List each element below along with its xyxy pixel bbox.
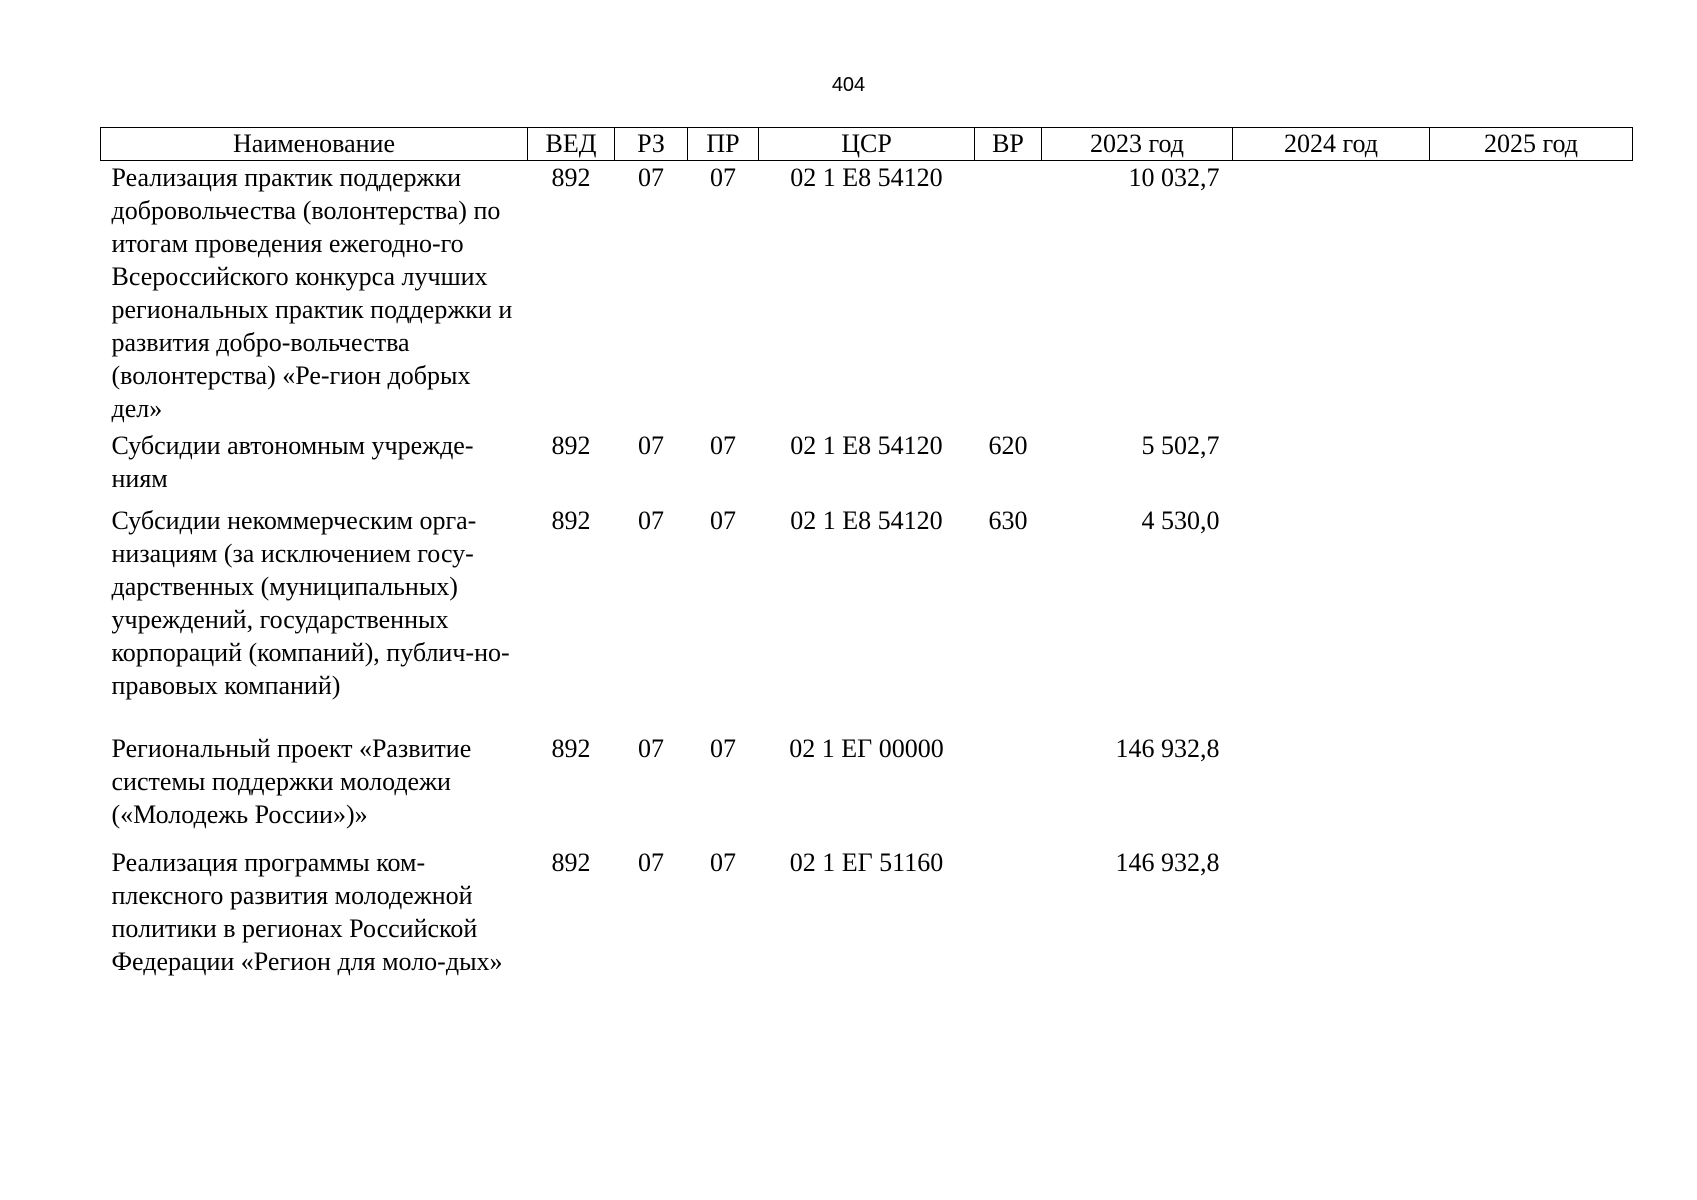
table-row [101, 504, 1633, 732]
row-pr: 07 [710, 848, 736, 877]
row-2024 [1233, 846, 1430, 1016]
row-rz: 07 [638, 163, 664, 192]
row-2024 [1233, 429, 1430, 504]
row-2025 [1430, 846, 1633, 1016]
header-name: Наименование [101, 128, 528, 161]
header-pr: ПР [688, 128, 759, 161]
row-ved: 892 [551, 848, 591, 877]
header-vr: ВР [975, 128, 1042, 161]
row-vr: 620 [988, 431, 1028, 460]
row-pr: 07 [710, 431, 736, 460]
row-pr: 07 [710, 734, 736, 763]
row-name: Региональный проект «Развитие системы поддержки молодежи («Молодежь России»)» [111, 734, 472, 829]
row-2024 [1233, 504, 1430, 732]
page-number: 404 [831, 74, 866, 96]
row-2023: 4 530,0 [1141, 506, 1220, 535]
row-pr: 07 [710, 163, 736, 192]
row-vr [975, 732, 1042, 846]
row-ved: 892 [551, 506, 591, 535]
table-row [101, 732, 1633, 846]
header-rz: РЗ [615, 128, 688, 161]
header-2024: 2024 год [1233, 128, 1430, 161]
row-2025 [1430, 732, 1633, 846]
header-2023: 2023 год [1042, 128, 1233, 161]
row-2024 [1233, 161, 1430, 430]
table-row [101, 846, 1633, 1016]
row-csr: 02 1 ЕГ 51160 [789, 848, 944, 877]
row-vr [975, 846, 1042, 1016]
row-ved: 892 [551, 431, 591, 460]
row-2024 [1233, 732, 1430, 846]
row-2023: 5 502,7 [1141, 431, 1220, 460]
row-rz: 07 [638, 848, 664, 877]
table-header [101, 128, 1633, 161]
header-row [101, 128, 1633, 161]
row-2023: 10 032,7 [1128, 163, 1220, 192]
row-csr: 02 1 Е8 54120 [790, 506, 943, 535]
row-pr: 07 [710, 506, 736, 535]
row-rz: 07 [638, 431, 664, 460]
row-csr: 02 1 Е8 54120 [790, 431, 943, 460]
header-csr: ЦСР [759, 128, 975, 161]
table-row [101, 161, 1633, 430]
row-2025 [1430, 504, 1633, 732]
row-2025 [1430, 161, 1633, 430]
row-ved: 892 [551, 734, 591, 763]
row-vr: 630 [988, 506, 1028, 535]
row-csr: 02 1 ЕГ 00000 [789, 734, 944, 763]
row-rz: 07 [638, 506, 664, 535]
row-csr: 02 1 Е8 54120 [790, 163, 943, 192]
row-vr [975, 161, 1042, 430]
row-name: Реализация практик поддержки добровольчества (волонтерства) по итогам проведения ежегодно-го Всероссийского конкурса лучших региональных практик поддержки и развития добро-вольчества (волонтерства) «Ре-гион добрых дел» [111, 163, 513, 423]
header-ved: ВЕД [528, 128, 615, 161]
table-body [101, 161, 1633, 1017]
row-name: Реализация программы ком-плексного развития молодежной политики в регионах Российской Федерации «Регион для моло-дых» [111, 848, 503, 976]
row-2023: 146 932,8 [1115, 734, 1220, 763]
row-name: Субсидии некоммерческим орга-низациям (за исключением госу-дарственных (муниципальных) учреждений, государственных корпораций (компаний), публич-но-правовых компаний) [111, 506, 510, 700]
row-ved: 892 [551, 163, 591, 192]
row-name: Субсидии автономным учрежде-ниям [111, 431, 474, 493]
header-2025: 2025 год [1430, 128, 1633, 161]
row-rz: 07 [638, 734, 664, 763]
row-2023: 146 932,8 [1115, 848, 1220, 877]
row-2025 [1430, 429, 1633, 504]
budget-table [100, 127, 1633, 1016]
table-row [101, 429, 1633, 504]
